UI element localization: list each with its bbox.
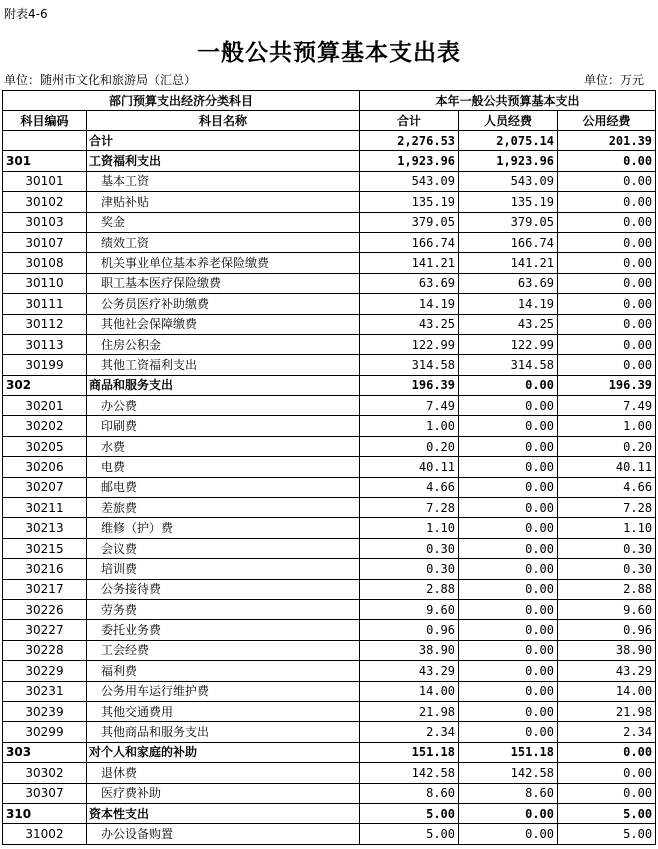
row-name: 会议费 <box>87 538 360 558</box>
row-code: 30205 <box>3 436 87 456</box>
budget-table-body <box>3 91 656 845</box>
table-row <box>3 273 656 293</box>
row-total: 63.69 <box>360 273 459 293</box>
row-total: 2.88 <box>360 579 459 599</box>
row-personnel: 0.00 <box>459 538 558 558</box>
row-personnel: 141.21 <box>459 253 558 273</box>
row-personnel: 0.00 <box>459 803 558 823</box>
row-personnel: 379.05 <box>459 212 558 232</box>
row-name: 委托业务费 <box>87 620 360 640</box>
row-code: 30239 <box>3 701 87 721</box>
header-group-row <box>3 91 656 111</box>
row-personnel: 1,923.96 <box>459 151 558 171</box>
row-name: 公务员医疗补助缴费 <box>87 294 360 314</box>
row-total: 2.34 <box>360 722 459 742</box>
row-total: 0.20 <box>360 436 459 456</box>
row-public: 14.00 <box>558 681 656 701</box>
row-public: 0.00 <box>558 212 656 232</box>
row-name: 工会经费 <box>87 640 360 660</box>
header-group-right: 本年一般公共预算基本支出 <box>360 91 656 111</box>
row-code: 30211 <box>3 498 87 518</box>
row-code: 30299 <box>3 722 87 742</box>
row-public: 0.00 <box>558 742 656 762</box>
page-title: 一般公共预算基本支出表 <box>197 39 461 66</box>
row-code: 30107 <box>3 232 87 252</box>
row-code: 30206 <box>3 457 87 477</box>
row-name: 住房公积金 <box>87 334 360 354</box>
row-name: 医疗费补助 <box>87 783 360 803</box>
table-row <box>3 763 656 783</box>
row-name: 公务接待费 <box>87 579 360 599</box>
table-row <box>3 477 656 497</box>
row-name: 邮电费 <box>87 477 360 497</box>
row-name: 基本工资 <box>87 171 360 191</box>
row-name: 印刷费 <box>87 416 360 436</box>
row-public: 0.30 <box>558 559 656 579</box>
row-public: 0.30 <box>558 538 656 558</box>
row-code: 30216 <box>3 559 87 579</box>
row-personnel: 0.00 <box>459 579 558 599</box>
unit-currency: 单位：万元 <box>583 73 644 87</box>
row-personnel: 0.00 <box>459 640 558 660</box>
row-total: 122.99 <box>360 334 459 354</box>
row-total: 9.60 <box>360 599 459 619</box>
row-total: 0.96 <box>360 620 459 640</box>
header-code: 科目编码 <box>3 111 87 131</box>
row-name: 其他商品和服务支出 <box>87 722 360 742</box>
row-personnel: 0.00 <box>459 701 558 721</box>
row-total: 38.90 <box>360 640 459 660</box>
row-total: 4.66 <box>360 477 459 497</box>
row-public: 0.00 <box>558 783 656 803</box>
table-row <box>3 722 656 742</box>
table-row <box>3 518 656 538</box>
row-total: 196.39 <box>360 375 459 395</box>
table-row <box>3 192 656 212</box>
row-personnel: 543.09 <box>459 171 558 191</box>
table-row <box>3 803 656 823</box>
row-personnel: 8.60 <box>459 783 558 803</box>
row-personnel: 0.00 <box>459 599 558 619</box>
row-personnel: 0.00 <box>459 620 558 640</box>
header-name: 科目名称 <box>87 111 360 131</box>
row-total: 0.30 <box>360 559 459 579</box>
row-public: 9.60 <box>558 599 656 619</box>
header-public: 公用经费 <box>558 111 656 131</box>
row-personnel: 14.19 <box>459 294 558 314</box>
row-name: 办公设备购置 <box>87 824 360 844</box>
row-total: 14.00 <box>360 681 459 701</box>
table-row <box>3 498 656 518</box>
table-row <box>3 620 656 640</box>
row-code: 30111 <box>3 294 87 314</box>
row-total: 7.49 <box>360 396 459 416</box>
row-personnel: 0.00 <box>459 559 558 579</box>
row-public: 7.28 <box>558 498 656 518</box>
table-row <box>3 151 656 171</box>
row-name: 机关事业单位基本养老保险缴费 <box>87 253 360 273</box>
row-personnel: 151.18 <box>459 742 558 762</box>
row-code: 31002 <box>3 824 87 844</box>
row-personnel: 63.69 <box>459 273 558 293</box>
row-code: 30302 <box>3 763 87 783</box>
row-code: 30102 <box>3 192 87 212</box>
row-public: 43.29 <box>558 661 656 681</box>
row-code: 30307 <box>3 783 87 803</box>
row-name: 公务用车运行维护费 <box>87 681 360 701</box>
table-row <box>3 661 656 681</box>
row-personnel: 0.00 <box>459 477 558 497</box>
row-personnel: 0.00 <box>459 661 558 681</box>
row-public: 0.00 <box>558 171 656 191</box>
row-code: 30215 <box>3 538 87 558</box>
table-row <box>3 538 656 558</box>
table-row <box>3 314 656 334</box>
row-public: 38.90 <box>558 640 656 660</box>
total-total: 2,276.53 <box>360 131 459 151</box>
row-code: 30227 <box>3 620 87 640</box>
row-personnel: 0.00 <box>459 518 558 538</box>
row-name: 电费 <box>87 457 360 477</box>
row-total: 5.00 <box>360 824 459 844</box>
row-code: 30101 <box>3 171 87 191</box>
row-total: 43.25 <box>360 314 459 334</box>
table-row <box>3 253 656 273</box>
row-personnel: 0.00 <box>459 396 558 416</box>
row-personnel: 166.74 <box>459 232 558 252</box>
row-public: 196.39 <box>558 375 656 395</box>
row-name: 商品和服务支出 <box>87 375 360 395</box>
total-code <box>3 131 87 151</box>
total-public: 201.39 <box>558 131 656 151</box>
row-total: 5.00 <box>360 803 459 823</box>
table-row <box>3 232 656 252</box>
total-personnel: 2,075.14 <box>459 131 558 151</box>
row-code: 30226 <box>3 599 87 619</box>
row-personnel: 135.19 <box>459 192 558 212</box>
row-name: 退休费 <box>87 763 360 783</box>
row-public: 0.96 <box>558 620 656 640</box>
row-code: 30103 <box>3 212 87 232</box>
row-total: 543.09 <box>360 171 459 191</box>
table-row <box>3 457 656 477</box>
row-total: 0.30 <box>360 538 459 558</box>
row-personnel: 314.58 <box>459 355 558 375</box>
row-total: 379.05 <box>360 212 459 232</box>
row-total: 166.74 <box>360 232 459 252</box>
row-total: 141.21 <box>360 253 459 273</box>
table-row <box>3 824 656 844</box>
table-row <box>3 599 656 619</box>
row-total: 135.19 <box>360 192 459 212</box>
row-name: 其他社会保障缴费 <box>87 314 360 334</box>
row-total: 40.11 <box>360 457 459 477</box>
row-personnel: 0.00 <box>459 457 558 477</box>
row-code: 30229 <box>3 661 87 681</box>
row-total: 7.28 <box>360 498 459 518</box>
row-public: 0.00 <box>558 192 656 212</box>
row-public: 5.00 <box>558 803 656 823</box>
row-code: 30110 <box>3 273 87 293</box>
row-public: 0.00 <box>558 294 656 314</box>
row-public: 0.00 <box>558 273 656 293</box>
row-code: 30112 <box>3 314 87 334</box>
row-personnel: 0.00 <box>459 436 558 456</box>
row-name: 培训费 <box>87 559 360 579</box>
table-row <box>3 783 656 803</box>
table-row <box>3 375 656 395</box>
row-personnel: 0.00 <box>459 824 558 844</box>
row-code: 301 <box>3 151 87 171</box>
row-personnel: 0.00 <box>459 375 558 395</box>
row-public: 0.00 <box>558 334 656 354</box>
row-total: 21.98 <box>360 701 459 721</box>
row-personnel: 122.99 <box>459 334 558 354</box>
row-name: 工资福利支出 <box>87 151 360 171</box>
row-personnel: 0.00 <box>459 681 558 701</box>
row-name: 水费 <box>87 436 360 456</box>
row-public: 2.88 <box>558 579 656 599</box>
header-column-row <box>3 111 656 131</box>
table-row <box>3 559 656 579</box>
row-public: 0.20 <box>558 436 656 456</box>
row-code: 303 <box>3 742 87 762</box>
row-public: 4.66 <box>558 477 656 497</box>
row-total: 314.58 <box>360 355 459 375</box>
row-public: 0.00 <box>558 314 656 334</box>
row-total: 43.29 <box>360 661 459 681</box>
row-name: 福利费 <box>87 661 360 681</box>
row-public: 2.34 <box>558 722 656 742</box>
row-total: 142.58 <box>360 763 459 783</box>
row-name: 差旅费 <box>87 498 360 518</box>
table-row <box>3 742 656 762</box>
row-code: 30213 <box>3 518 87 538</box>
row-total: 151.18 <box>360 742 459 762</box>
row-name: 维修（护）费 <box>87 518 360 538</box>
appendix-label: 附表4-6 <box>4 7 48 21</box>
row-total: 14.19 <box>360 294 459 314</box>
row-public: 0.00 <box>558 355 656 375</box>
table-row <box>3 294 656 314</box>
table-row <box>3 334 656 354</box>
row-personnel: 0.00 <box>459 722 558 742</box>
row-public: 0.00 <box>558 763 656 783</box>
row-total: 1.10 <box>360 518 459 538</box>
row-personnel: 43.25 <box>459 314 558 334</box>
row-name: 劳务费 <box>87 599 360 619</box>
table-row <box>3 212 656 232</box>
table-row <box>3 436 656 456</box>
row-code: 30207 <box>3 477 87 497</box>
row-code: 30231 <box>3 681 87 701</box>
row-code: 310 <box>3 803 87 823</box>
total-row <box>3 131 656 151</box>
row-code: 30202 <box>3 416 87 436</box>
row-name: 资本性支出 <box>87 803 360 823</box>
row-name: 其他工资福利支出 <box>87 355 360 375</box>
row-code: 30199 <box>3 355 87 375</box>
header-personnel: 人员经费 <box>459 111 558 131</box>
row-public: 1.10 <box>558 518 656 538</box>
row-public: 0.00 <box>558 232 656 252</box>
row-public: 7.49 <box>558 396 656 416</box>
row-public: 0.00 <box>558 253 656 273</box>
table-row <box>3 681 656 701</box>
table-row <box>3 171 656 191</box>
row-total: 1,923.96 <box>360 151 459 171</box>
row-code: 30228 <box>3 640 87 660</box>
row-name: 办公费 <box>87 396 360 416</box>
row-total: 1.00 <box>360 416 459 436</box>
row-code: 30113 <box>3 334 87 354</box>
row-personnel: 142.58 <box>459 763 558 783</box>
row-personnel: 0.00 <box>459 498 558 518</box>
table-row <box>3 640 656 660</box>
row-public: 1.00 <box>558 416 656 436</box>
row-name: 奖金 <box>87 212 360 232</box>
row-public: 0.00 <box>558 151 656 171</box>
table-row <box>3 701 656 721</box>
row-total: 8.60 <box>360 783 459 803</box>
row-code: 30108 <box>3 253 87 273</box>
row-name: 绩效工资 <box>87 232 360 252</box>
row-code: 30201 <box>3 396 87 416</box>
row-name: 其他交通费用 <box>87 701 360 721</box>
row-name: 职工基本医疗保险缴费 <box>87 273 360 293</box>
table-row <box>3 579 656 599</box>
header-group-left: 部门预算支出经济分类科目 <box>3 91 360 111</box>
row-name: 对个人和家庭的补助 <box>87 742 360 762</box>
budget-table <box>2 90 656 845</box>
header-total: 合计 <box>360 111 459 131</box>
table-row <box>3 416 656 436</box>
row-code: 302 <box>3 375 87 395</box>
row-personnel: 0.00 <box>459 416 558 436</box>
row-name: 津贴补贴 <box>87 192 360 212</box>
row-public: 40.11 <box>558 457 656 477</box>
unit-organization: 单位：随州市文化和旅游局（汇总） <box>4 73 197 87</box>
row-public: 21.98 <box>558 701 656 721</box>
row-code: 30217 <box>3 579 87 599</box>
table-row <box>3 355 656 375</box>
total-label: 合计 <box>87 131 360 151</box>
table-row <box>3 396 656 416</box>
row-public: 5.00 <box>558 824 656 844</box>
